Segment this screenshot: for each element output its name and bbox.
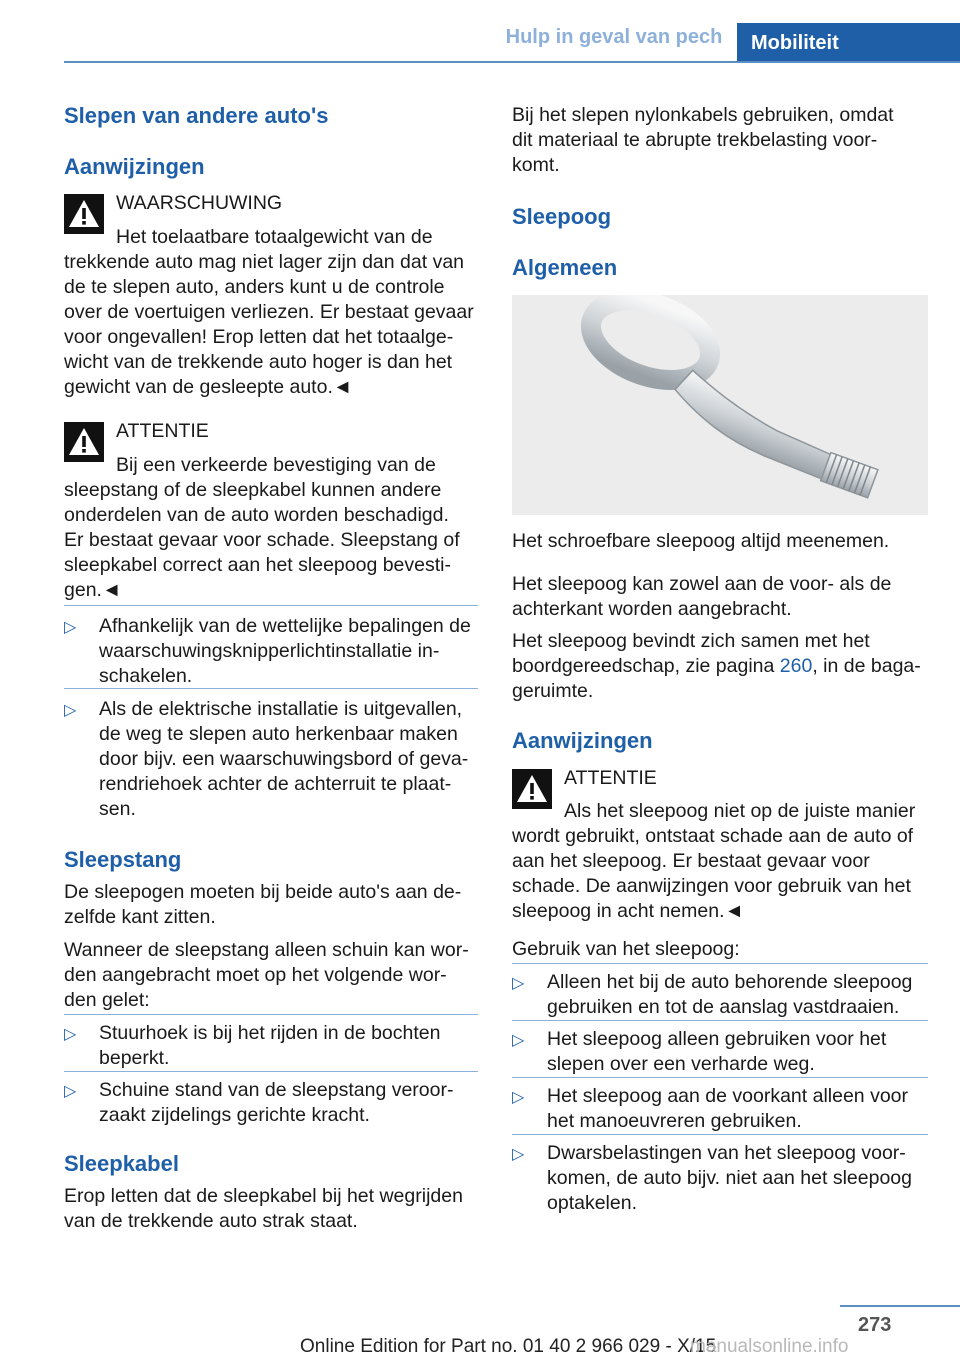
watermark: manualsonline.info xyxy=(690,1336,849,1357)
attention-text: schade. De aanwijzingen voor gebruik van het xyxy=(512,875,911,897)
warning-triangle-icon xyxy=(64,194,104,234)
paragraph: zelfde kant zitten. xyxy=(64,906,216,928)
paragraph: Gebruik van het sleepoog: xyxy=(512,938,740,960)
paragraph: De sleepogen moeten bij beide auto's aan de- xyxy=(64,881,462,903)
header-section-title: Hulp in geval van pech xyxy=(505,26,723,48)
bullet-triangle-icon: ▷ xyxy=(512,1032,525,1049)
section-title: Slepen van andere auto's xyxy=(64,103,329,128)
list-item-text: Het sleepoog alleen gebruiken voor het xyxy=(547,1028,887,1050)
paragraph: Het sleepoog kan zowel aan de voor- als de xyxy=(512,573,892,595)
divider xyxy=(512,1077,928,1078)
attention-text: Als het sleepoog niet op de juiste manier xyxy=(564,800,916,822)
page-reference-link[interactable]: 260 xyxy=(779,655,813,677)
attention-text: aan het sleepoog. Er bestaat gevaar voor xyxy=(512,850,870,872)
warning-text: de te slepen auto, anders kunt u de controle xyxy=(64,276,445,298)
subsection-title: Sleepstang xyxy=(64,847,182,872)
warning-text: over de voertuigen verliezen. Er bestaat gevaar xyxy=(64,301,474,323)
list-item-text: slepen over een verharde weg. xyxy=(547,1053,815,1075)
paragraph: achterkant worden aangebracht. xyxy=(512,598,792,620)
divider xyxy=(64,605,478,606)
bullet-triangle-icon: ▷ xyxy=(512,1146,525,1163)
bullet-triangle-icon: ▷ xyxy=(64,619,77,636)
attention-text: onderdelen van de auto worden beschadigd. xyxy=(64,504,449,526)
list-item-text: Het sleepoog aan de voorkant alleen voor xyxy=(547,1085,908,1107)
section-title: Sleepoog xyxy=(512,204,612,229)
attention-label: ATTENTIE xyxy=(116,420,209,442)
paragraph: Erop letten dat de sleepkabel bij het wegrijden xyxy=(64,1185,463,1207)
subsection-title: Algemeen xyxy=(512,255,618,280)
paragraph: van de trekkende auto strak staat. xyxy=(64,1210,358,1232)
attention-text: Bij een verkeerde bevestiging van de xyxy=(116,454,436,476)
paragraph: Het sleepoog bevindt zich samen met het xyxy=(512,630,870,652)
paragraph: geruimte. xyxy=(512,680,594,702)
divider xyxy=(512,1020,928,1021)
bullet-triangle-icon: ▷ xyxy=(64,1083,77,1100)
list-item-text: Alleen het bij de auto behorende sleepoog xyxy=(547,971,913,993)
list-item-text: schakelen. xyxy=(99,665,193,687)
list-item-text: sen. xyxy=(99,798,136,820)
list-item-text: het manoeuvreren gebruiken. xyxy=(547,1110,802,1132)
paragraph: Het schroefbare sleepoog altijd meenemen. xyxy=(512,530,890,552)
bullet-triangle-icon: ▷ xyxy=(512,975,525,992)
paragraph: komt. xyxy=(512,154,560,176)
attention-text: wordt gebruikt, ontstaat schade aan de auto of xyxy=(512,825,914,847)
divider xyxy=(64,1071,478,1072)
attention-text: sleepoog in acht nemen.◄ xyxy=(512,900,744,922)
list-item-text: Stuurhoek is bij het rijden in de bochten xyxy=(99,1022,441,1044)
paragraph: den aangebracht moet op het volgende wor- xyxy=(64,964,447,986)
attention-text: sleepstang of de sleepkabel kunnen andere xyxy=(64,479,442,501)
warning-text: trekkende auto mag niet lager zijn dan dat van xyxy=(64,251,465,273)
list-item-text: waarschuwingsknipperlichtinstallatie in- xyxy=(99,640,440,662)
list-item-text: beperkt. xyxy=(99,1047,170,1069)
list-item-text: Afhankelijk van de wettelijke bepalingen de xyxy=(99,615,471,637)
attention-label: ATTENTIE xyxy=(564,767,657,789)
paragraph: Wanneer de sleepstang alleen schuin kan wor- xyxy=(64,939,469,961)
divider xyxy=(512,963,928,964)
list-item-text: Als de elektrische installatie is uitgevallen, xyxy=(99,698,463,720)
subsection-title: Sleepkabel xyxy=(64,1151,179,1176)
warning-text: Het toelaatbare totaalgewicht van de xyxy=(116,226,433,248)
header-rule xyxy=(64,61,960,63)
subsection-title: Aanwijzingen xyxy=(64,154,205,179)
paragraph: den gelet: xyxy=(64,989,150,1011)
header-chapter-tab: Mobiliteit xyxy=(737,23,960,61)
page-number: 273 xyxy=(858,1314,892,1336)
attention-text: Er bestaat gevaar voor schade. Sleepstang of xyxy=(64,529,460,551)
list-item-text: rendriehoek achter de achterruit te plaat- xyxy=(99,773,452,795)
divider xyxy=(64,688,478,689)
list-item-text: gebruiken en tot de aanslag vastdraaien. xyxy=(547,996,900,1018)
tow-eye-drawing xyxy=(512,295,928,515)
list-item-text: zaakt zijdelings gerichte kracht. xyxy=(99,1104,370,1126)
warning-triangle-icon xyxy=(512,769,552,809)
warning-label: WAARSCHUWING xyxy=(116,192,283,214)
footer-rule xyxy=(840,1305,960,1307)
attention-text: sleepkabel correct aan het sleepoog bevesti- xyxy=(64,554,451,576)
list-item-text: Schuine stand van de sleepstang veroor- xyxy=(99,1079,454,1101)
warning-text: gewicht van de gesleepte auto.◄ xyxy=(64,376,353,398)
divider xyxy=(64,1014,478,1015)
subsection-title: Aanwijzingen xyxy=(512,728,653,753)
paragraph-text: , in de baga- xyxy=(812,655,921,677)
paragraph-text: boordgereedschap, zie pagina xyxy=(512,655,780,677)
list-item-text: Dwarsbelastingen van het sleepoog voor- xyxy=(547,1142,906,1164)
warning-triangle-icon xyxy=(64,422,104,462)
divider xyxy=(512,1134,928,1135)
bullet-triangle-icon: ▷ xyxy=(64,1026,77,1043)
paragraph: dit materiaal te abrupte trekbelasting voor- xyxy=(512,129,878,151)
list-item-text: door bijv. een waarschuwingsbord of geva- xyxy=(99,748,469,770)
list-item-text: de weg te slepen auto herkenbaar maken xyxy=(99,723,458,745)
paragraph: Bij het slepen nylonkabels gebruiken, omdat xyxy=(512,104,894,126)
list-item-text: optakelen. xyxy=(547,1192,637,1214)
paragraph xyxy=(512,654,921,679)
bullet-triangle-icon: ▷ xyxy=(512,1089,525,1106)
attention-text: gen.◄ xyxy=(64,579,122,601)
bullet-triangle-icon: ▷ xyxy=(64,702,77,719)
tow-eye-illustration xyxy=(512,295,928,515)
warning-text: wicht van de trekkende auto hoger is dan het xyxy=(64,351,453,373)
edition-text: Online Edition for Part no. 01 40 2 966 029 - X/15 xyxy=(300,1336,717,1357)
warning-text: voor ongevallen! Erop letten dat het totaalge- xyxy=(64,326,454,348)
list-item-text: komen, de auto bijv. niet aan het sleepoog xyxy=(547,1167,912,1189)
